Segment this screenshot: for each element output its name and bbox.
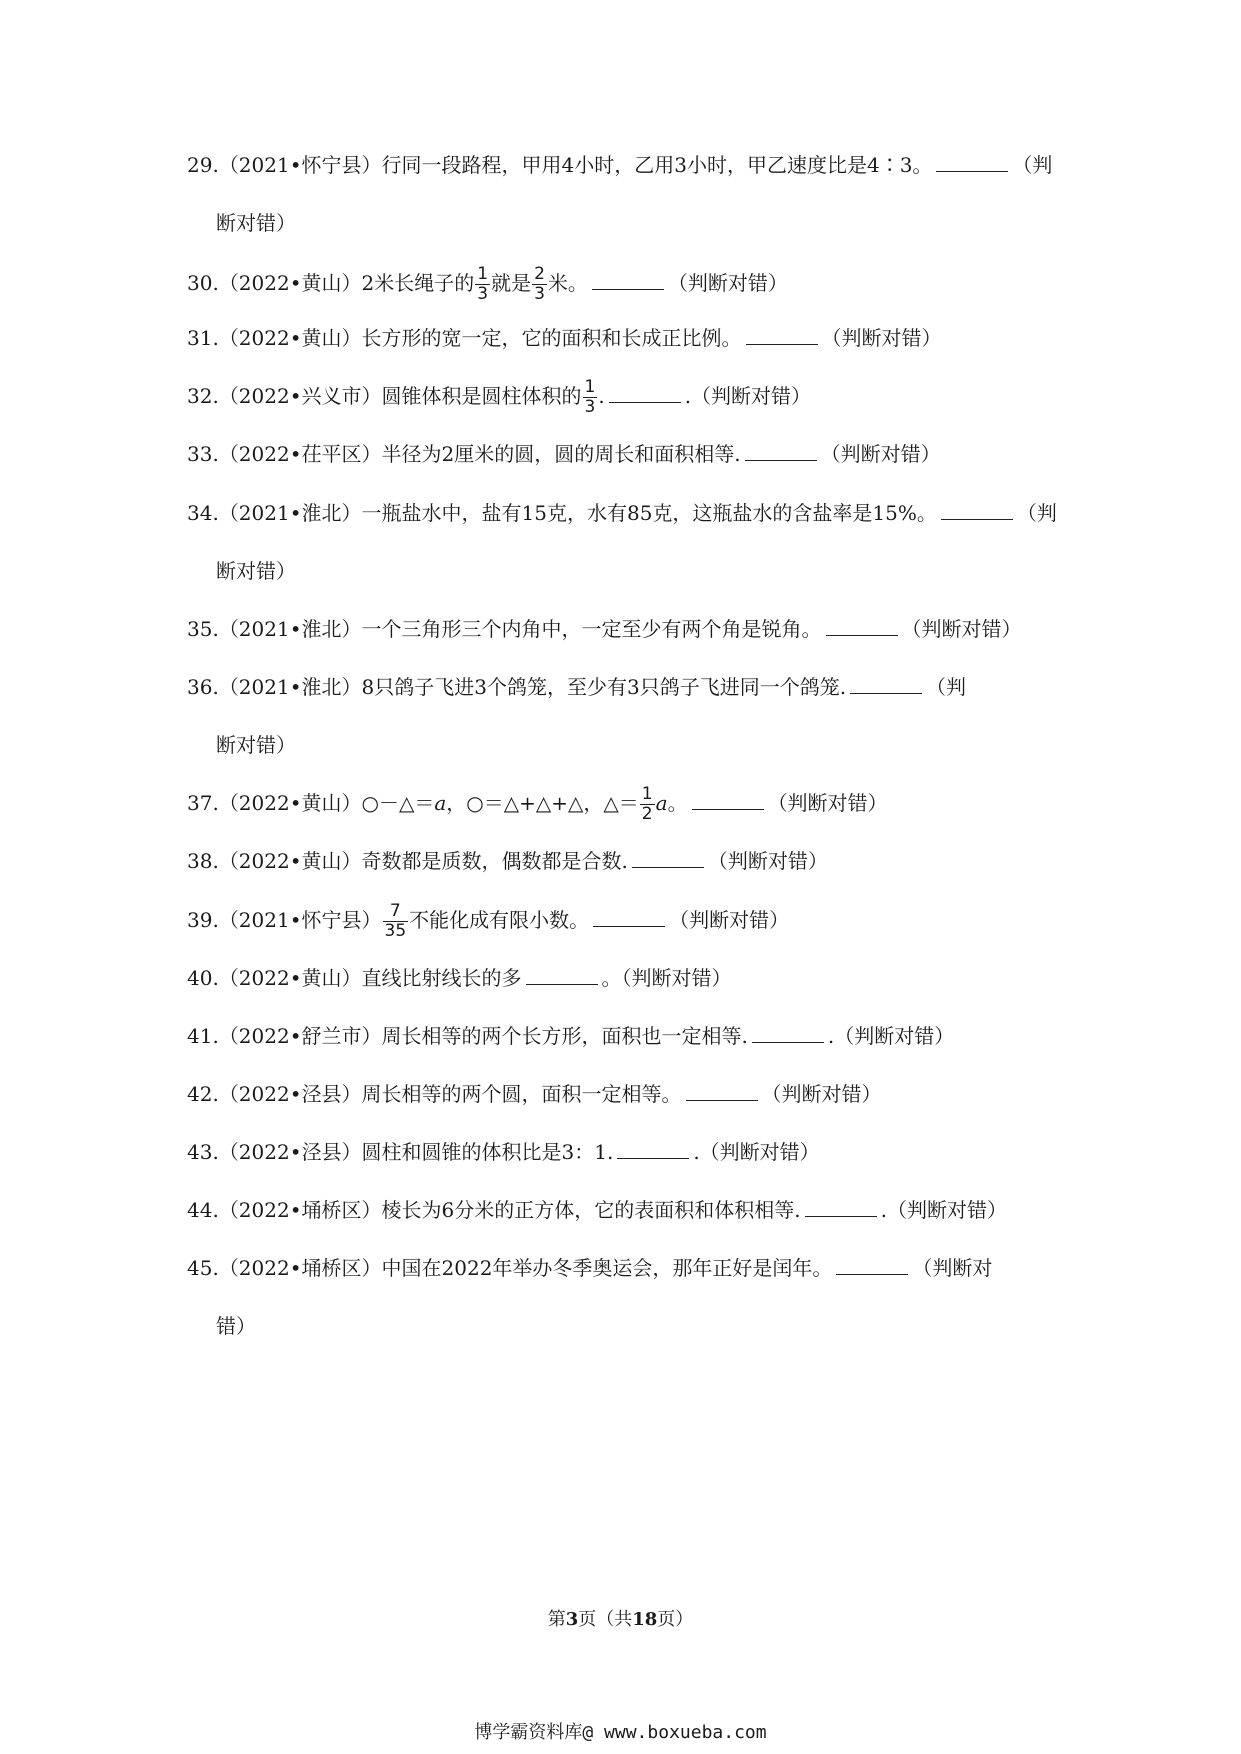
q-tail: （判断对 (912, 1256, 993, 1280)
question-31 (187, 305, 1061, 371)
q-tail: （判 (926, 675, 967, 699)
numerator: 2 (534, 264, 545, 284)
q-source: （2021•淮北） (218, 675, 362, 699)
q-continuation: 断对错） (216, 211, 296, 235)
q-source: （2021•淮北） (218, 617, 362, 641)
question-34 (187, 480, 1061, 546)
answer-blank[interactable] (686, 1080, 758, 1101)
q-number: 43. (187, 1140, 219, 1164)
q-text: . (598, 384, 605, 408)
denominator: 35 (384, 921, 407, 941)
q-text: 2米长绳子的 (361, 271, 475, 295)
question-39 (187, 887, 1061, 953)
question-41 (187, 1003, 1061, 1069)
question-36 (187, 654, 1061, 720)
q-tail: （判断对错） (761, 1082, 882, 1106)
answer-blank[interactable] (609, 382, 681, 403)
answer-blank[interactable] (692, 789, 764, 810)
answer-blank[interactable] (836, 1254, 908, 1275)
q-source: （2022•埇桥区） (218, 1256, 382, 1280)
answer-blank[interactable] (936, 151, 1008, 172)
q-tail: （判断对错） (821, 326, 942, 350)
q-text: ○－△＝ (361, 791, 435, 815)
question-40 (187, 945, 1061, 1011)
q-source: （2022•舒兰市） (218, 1024, 382, 1048)
q-text: ，○＝△+△+△，△＝ (446, 791, 639, 815)
numerator: 7 (383, 902, 409, 922)
q-number: 38. (187, 849, 219, 873)
answer-blank[interactable] (526, 964, 598, 985)
question-35 (187, 596, 1061, 662)
variable: a (434, 791, 447, 815)
q-tail: .（判断对错） (693, 1140, 820, 1164)
q-number: 30. (187, 271, 219, 295)
fraction (640, 785, 655, 824)
q-text: 周长相等的两个长方形，面积也一定相等. (381, 1024, 748, 1048)
page-footer (0, 1605, 1241, 1631)
q-text: 圆柱和圆锥的体积比是3：1. (361, 1140, 614, 1164)
q-source: （2022•黄山） (218, 326, 362, 350)
q-text: 就是 (491, 271, 532, 295)
q-tail: （判断对错） (669, 908, 790, 932)
site-watermark: 博学霸资料库@ www.boxueba.com (474, 1722, 767, 1743)
q-text: 米。 (547, 271, 588, 295)
q-number: 32. (187, 384, 219, 408)
denominator: 3 (534, 284, 545, 304)
q-continuation: 断对错） (216, 559, 296, 583)
q-number: 44. (187, 1198, 219, 1222)
q-text: 不能化成有限小数。 (409, 908, 590, 932)
answer-blank[interactable] (593, 906, 665, 927)
q-source: （2022•黄山） (218, 849, 362, 873)
question-37 (187, 770, 1061, 836)
q-source: （2022•黄山） (218, 271, 362, 295)
denominator: 3 (584, 397, 596, 417)
q-source: （2022•埇桥区） (218, 1198, 382, 1222)
denominator: 3 (477, 284, 489, 304)
q-source: （2021•怀宁县） (218, 908, 382, 932)
question-32 (187, 363, 1061, 429)
numerator: 1 (477, 264, 489, 284)
q-number: 29. (187, 153, 219, 177)
q-number: 42. (187, 1082, 219, 1106)
q-number: 37. (187, 791, 219, 815)
q-source: （2022•泾县） (218, 1082, 362, 1106)
page-total: 18 (632, 1609, 658, 1630)
q-source: （2021•怀宁县） (218, 153, 382, 177)
question-44 (187, 1177, 1061, 1243)
q-text: 直线比射线长的多 (361, 966, 522, 990)
q-tail: （判断对错） (820, 442, 941, 466)
q-source: （2021•淮北） (218, 501, 362, 525)
q-number: 39. (187, 908, 219, 932)
answer-blank[interactable] (632, 847, 704, 868)
q-text: 圆锥体积是圆柱体积的 (381, 384, 582, 408)
q-text: 8只鸽子飞进3个鸽笼，至少有3只鸽子飞进同一个鸽笼. (361, 675, 847, 699)
page-number: 3 (565, 1609, 579, 1630)
answer-blank[interactable] (592, 269, 664, 290)
answer-blank[interactable] (745, 440, 817, 461)
answer-blank[interactable] (826, 615, 898, 636)
q-text: 。 (667, 791, 688, 815)
variable: a (655, 791, 668, 815)
q-source: （2022•黄山） (218, 791, 362, 815)
footer-text: 页） (657, 1609, 694, 1630)
footer-text: 第 (547, 1609, 566, 1630)
q-continuation: 断对错） (216, 733, 296, 757)
q-source: （2022•黄山） (218, 966, 362, 990)
fraction (532, 265, 547, 304)
answer-blank[interactable] (752, 1022, 824, 1043)
question-38 (187, 828, 1061, 894)
q-text: 一瓶盐水中，盐有15克，水有85克，这瓶盐水的含盐率是15%。 (361, 501, 937, 525)
answer-blank[interactable] (941, 499, 1013, 520)
q-source: （2022•兴义市） (218, 384, 382, 408)
q-source: （2022•泾县） (218, 1140, 362, 1164)
q-text: 长方形的宽一定，它的面积和长成正比例。 (361, 326, 742, 350)
q-source: （2022•茌平区） (218, 442, 382, 466)
q-tail: .（判断对错） (827, 1024, 955, 1048)
q-tail: （判断对错） (707, 849, 828, 873)
answer-blank[interactable] (617, 1138, 689, 1159)
fraction (583, 378, 598, 417)
footer-text: 页（共 (578, 1609, 633, 1630)
q-tail: .（判断对错） (684, 384, 812, 408)
numerator: 1 (584, 377, 596, 397)
answer-blank[interactable] (850, 673, 922, 694)
question-43 (187, 1119, 1061, 1185)
q-text: 半径为2厘米的圆，圆的周长和面积相等. (381, 442, 741, 466)
answer-blank[interactable] (805, 1196, 877, 1217)
q-number: 34. (187, 501, 219, 525)
q-text: 行同一段路程，甲用4小时，乙用3小时，甲乙速度比是4∶3。 (381, 153, 933, 177)
question-45 (187, 1235, 1061, 1301)
q-number: 33. (187, 442, 219, 466)
question-33 (187, 421, 1061, 487)
q-text: 中国在2022年举办冬季奥运会，那年正好是闰年。 (381, 1256, 833, 1280)
q-text: 一个三角形三个内角中，一定至少有两个角是锐角。 (361, 617, 822, 641)
q-tail: （判断对错） (767, 791, 888, 815)
q-text: 奇数都是质数，偶数都是合数. (361, 849, 628, 873)
q-tail: 。（判断对错） (601, 966, 732, 990)
q-continuation: 错） (216, 1314, 256, 1338)
q-tail: （判断对错） (901, 617, 1022, 641)
denominator: 2 (641, 804, 653, 824)
q-number: 41. (187, 1024, 219, 1048)
q-number: 31. (187, 326, 219, 350)
q-number: 35. (187, 617, 219, 641)
q-text: 棱长为6分米的正方体，它的表面积和体积相等. (381, 1198, 801, 1222)
q-tail: .（判断对错） (880, 1198, 1007, 1222)
question-29 (187, 132, 1061, 198)
q-tail: （判 (1012, 153, 1053, 177)
question-42 (187, 1061, 1061, 1127)
q-number: 40. (187, 966, 219, 990)
q-tail: （判 (1016, 501, 1057, 525)
q-text: 周长相等的两个圆，面积一定相等。 (361, 1082, 682, 1106)
q-number: 36. (187, 675, 219, 699)
q-tail: （判断对错） (667, 271, 788, 295)
answer-blank[interactable] (746, 324, 818, 345)
q-number: 45. (187, 1256, 219, 1280)
numerator: 1 (641, 784, 653, 804)
fraction (475, 265, 490, 304)
fraction (383, 902, 409, 941)
